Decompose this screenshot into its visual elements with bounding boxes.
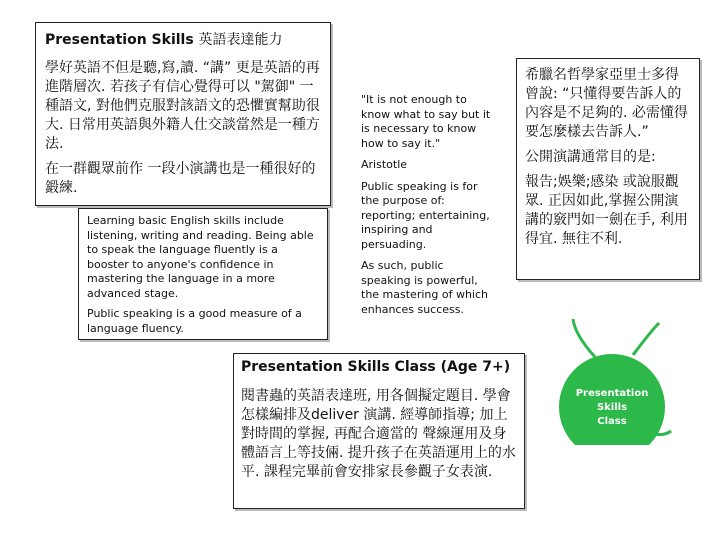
quote-zh-paragraph-3: 報告;娛樂;感染 或說服觀眾. 正因如此,掌握公開演講的竅門如一劍在手, 利用得宜. 無往不利. [525,174,688,247]
intro-en-paragraph-1: Learning basic English skills include listening, writing and reading. Being able to speak the language fluently is a booster to anyone's confidence in mastering the language in a more advanced stage. [87,214,314,300]
badge-line-1: Presentation [575,388,649,399]
quote-box [356,90,499,334]
quote-paragraph-2: As such, public speaking is powerful, the mastering of which enhances success. [361,259,488,316]
badge-line-2: Skills [596,402,628,413]
class-badge-label [567,387,657,429]
aristotle-quote: "It is not enough to know what to say but it is necessary to know how to say it." [361,93,491,150]
class-description: 閱書蟲的英語表達班, 用各個擬定題目. 學會怎樣編排及deliver 演講. 經導師指導; 加上對時間的掌握, 再配合適當的 聲線運用及身體語言上等技倆. 提升孩子在英語運用上的水平. 課程完畢前會安排家長參觀子女表演. [241,388,516,480]
intro-paragraph-2: 在一群觀眾前作 一段小演講也是一種很好的鍛練. [45,161,316,196]
intro-en-box [78,208,328,340]
intro-en-paragraph-2: Public speaking is a good measure of a language fluency. [87,307,302,335]
class-title: Presentation Skills Class (Age 7+) [241,359,511,375]
quote-zh-box [516,58,700,280]
quote-author: Aristotle [361,158,408,171]
class-badge [555,315,675,445]
intro-paragraph-1: 學好英語不但是聽,寫,讀. “講” 更是英語的再進階層次. 若孩子有信心覺得可以 "駕御" 一種語文, 對他們克服對該語文的恐懼實幫助很大. 日常用英語與外籍人仕交談當然是一種方法. [45,60,320,152]
intro-zh-box [35,22,331,206]
quote-zh-paragraph-2: 公開演講通常目的是: [525,149,656,165]
intro-title-zh: 英語表達能力 [198,32,283,48]
badge-line-3: Class [597,416,627,427]
intro-title [45,29,322,49]
class-box [233,353,525,509]
intro-title-en: Presentation Skills [45,32,194,48]
quote-paragraph-1: Public speaking is for the purpose of: reporting; entertaining, inspiring and persuading. [361,179,490,251]
quote-zh-paragraph-1: 希臘名哲學家亞里士多得曾說: “只懂得要告訴人的內容是不足夠的. 必需懂得要怎麼樣去告訴人.” [525,67,688,140]
